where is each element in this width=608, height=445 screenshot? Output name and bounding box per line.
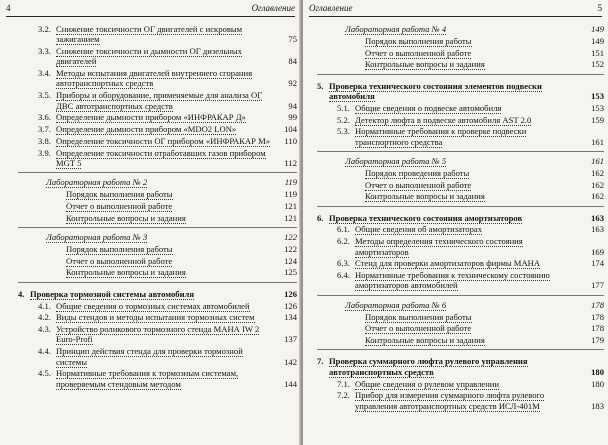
toc-entry-number: 4.3.	[38, 324, 51, 335]
toc-entry[interactable]	[38, 148, 301, 169]
toc-entry[interactable]	[66, 201, 301, 211]
toc-entry-page: 178	[591, 323, 604, 334]
toc-entry-page: 94	[288, 100, 297, 111]
toc-entry[interactable]	[38, 136, 301, 146]
toc-entry-number: 6.2.	[337, 236, 350, 247]
toc-entry-title: Прибор для измерения суммарного люфта рулевого управления автотранспортных средств ИСЛ-401М	[355, 390, 545, 411]
toc-entry-number: 4.4.	[38, 346, 51, 357]
toc-entry-title: Нормативные требования к тормозным системам, проверяемым стендовым методом	[56, 368, 239, 389]
toc-entry-page: 121	[284, 212, 297, 223]
toc-entry[interactable]	[337, 224, 608, 234]
toc-entry-page: 161	[591, 136, 604, 147]
toc-entry-title: Отчет о выполненной работе	[365, 179, 472, 190]
toc-entry[interactable]	[365, 191, 608, 201]
toc-entry-title: Устройство роликового тормозного стенда МАНА IW 2 Euro-Profi	[56, 324, 260, 345]
toc-separator	[317, 206, 604, 207]
toc-entry[interactable]	[365, 312, 608, 322]
toc-entry-page: 179	[591, 335, 604, 346]
toc-entry-title: Проверка технического состояния элементов подвески автомобиля	[329, 80, 542, 101]
toc-entry-number: 6.3.	[337, 258, 350, 269]
toc-separator	[18, 172, 297, 173]
toc-entry-title: Отчет о выполненной работе	[365, 47, 472, 58]
toc-entry-title: Контрольные вопросы и задания	[365, 191, 485, 202]
toc-entry[interactable]	[337, 258, 608, 268]
toc-entry-number: 4.	[18, 288, 25, 299]
toc-entry-page: 137	[284, 334, 297, 345]
toc-separator	[317, 349, 604, 350]
toc-entry[interactable]	[38, 324, 301, 345]
toc-entry-title: Отчет о выполненной работе	[66, 200, 173, 211]
toc-entry[interactable]	[66, 189, 301, 199]
toc-entry-page: 126	[284, 300, 297, 311]
toc-entry-number: 5.1.	[337, 102, 350, 113]
toc-entry-title: Общие сведения о подвеске автомобиля	[355, 102, 502, 113]
toc-entry-title: Общие сведения об амортизаторах	[355, 224, 483, 235]
toc-entry-page: 153	[591, 102, 604, 113]
toc-entry-title: Общие сведения о рулевом управлении	[355, 378, 499, 389]
toc-entry-title: Стенд для проверки амортизаторов фирмы МАНА	[355, 258, 541, 269]
toc-entry-page: 152	[591, 59, 604, 70]
toc-entry-page: 84	[288, 56, 297, 67]
toc-entry[interactable]	[337, 379, 608, 389]
toc-entry[interactable]	[337, 236, 608, 257]
toc-entry-title: Порядок выполнения работы	[66, 243, 173, 254]
left-page-number: 4	[6, 3, 11, 13]
toc-entry-page: 110	[284, 135, 297, 146]
toc-entry-title: Порядок выполнения работы	[365, 311, 472, 322]
toc-entry-title: Общие сведения о тормозных системах автомобилей	[56, 300, 250, 311]
toc-entry[interactable]	[38, 232, 301, 242]
toc-entry[interactable]	[337, 270, 608, 291]
toc-entry-page: 169	[591, 246, 604, 257]
toc-entry-page: 149	[591, 35, 604, 46]
toc-entry-page: 134	[284, 312, 297, 323]
toc-entry-title: Проверка суммарного люфта рулевого управления автотранспортных средств	[329, 356, 528, 377]
toc-entry-page: 75	[288, 34, 297, 45]
toc-entry-title: Виды стендов и методы испытания тормозных систем	[56, 312, 255, 323]
toc-entry-page: 119	[284, 177, 297, 188]
toc-entry-page: 125	[284, 267, 297, 278]
toc-entry-title: Лабораторная работа № 6	[345, 299, 447, 310]
toc-entry-title: Определение токсичности отработавших газов прибором MGT 5	[56, 147, 266, 169]
right-page-number: 5	[597, 3, 602, 13]
toc-entry-title: Контрольные вопросы и задания	[365, 59, 485, 70]
toc-entry-page: 177	[591, 280, 604, 291]
toc-entry[interactable]	[66, 244, 301, 254]
toc-entry-number: 6.1.	[337, 224, 350, 235]
toc-entry-page: 99	[288, 112, 297, 123]
toc-entry-number: 7.	[317, 356, 324, 367]
toc-entry[interactable]	[38, 112, 301, 122]
toc-entry-number: 3.2.	[38, 24, 51, 34]
toc-entry-page: 122	[284, 243, 297, 254]
toc-entry-number: 5.2.	[337, 114, 350, 125]
toc-entry-page: 174	[591, 258, 604, 269]
toc-entry-title: Проверка тормозной системы автомобиля	[30, 288, 194, 299]
toc-entry[interactable]	[317, 213, 608, 223]
toc-entry-number: 4.2.	[38, 312, 51, 323]
toc-entry[interactable]	[337, 300, 608, 310]
toc-entry-title: Лабораторная работа № 5	[345, 155, 447, 166]
toc-entry-page: 163	[591, 224, 604, 235]
toc-entry-title: Порядок выполнения работы	[66, 189, 173, 200]
left-page	[0, 0, 301, 445]
toc-entry-page: 153	[591, 90, 604, 101]
toc-entry[interactable]	[365, 36, 608, 46]
toc-entry[interactable]	[365, 168, 608, 178]
left-page-header	[6, 3, 295, 17]
toc-entry[interactable]	[38, 124, 301, 134]
toc-entry-number: 5.	[317, 80, 324, 91]
toc-entry-page: 163	[591, 212, 604, 223]
toc-entry[interactable]	[38, 312, 301, 322]
right-running-title: Оглавление	[309, 3, 353, 13]
toc-entry-page: 161	[591, 155, 604, 166]
toc-entry[interactable]	[38, 90, 301, 111]
toc-entry-page: 162	[591, 179, 604, 190]
toc-entry-title: Принцип действия стенда для проверки тормозной системы	[56, 346, 243, 367]
toc-entry-title: Снижение токсичности ОГ двигателей с искровым зажиганием	[56, 24, 243, 45]
toc-entry-page: 183	[591, 400, 604, 411]
toc-entry-number: 4.5.	[38, 368, 51, 379]
toc-entry-title: Определение дымности прибором «ИНФРАКАР Д»	[56, 112, 246, 123]
toc-entry-number: 5.3.	[337, 126, 350, 137]
toc-entry-page: 162	[591, 191, 604, 202]
toc-entry-number: 6.4.	[337, 270, 350, 281]
toc-entry[interactable]	[365, 323, 608, 333]
toc-entry-page: 149	[591, 24, 604, 34]
toc-entry-page: 142	[284, 356, 297, 367]
toc-entry[interactable]	[317, 356, 608, 377]
toc-entry[interactable]	[38, 24, 301, 45]
toc-entry[interactable]	[365, 180, 608, 190]
toc-entry[interactable]	[337, 115, 608, 125]
toc-entry-page: 121	[284, 200, 297, 211]
toc-entry-page: 162	[591, 167, 604, 178]
toc-entry-title: Определение токсичности ОГ прибором «ИНФРАКАР М»	[56, 135, 271, 146]
toc-entry-page: 119	[284, 189, 297, 200]
toc-entry[interactable]	[38, 177, 301, 187]
toc-entry-page: 104	[284, 124, 297, 135]
toc-entry[interactable]	[18, 289, 301, 299]
toc-entry-title: Проверка технического состояния амортизаторов	[329, 212, 523, 223]
toc-entry-title: Лабораторная работа № 4	[345, 24, 447, 34]
toc-entry[interactable]	[337, 156, 608, 166]
toc-entry[interactable]	[66, 256, 301, 266]
right-page	[303, 0, 608, 445]
right-page-header	[309, 3, 602, 17]
toc-entry[interactable]	[38, 346, 301, 367]
toc-entry-number: 3.5.	[38, 90, 51, 101]
toc-entry-number: 6.	[317, 212, 324, 223]
toc-entry-page: 144	[284, 378, 297, 389]
toc-entry[interactable]	[38, 301, 301, 311]
toc-entry-page: 180	[591, 366, 604, 377]
toc-entry-number: 3.4.	[38, 68, 51, 79]
left-toc	[0, 24, 301, 390]
toc-entry[interactable]	[365, 48, 608, 58]
toc-entry[interactable]	[337, 103, 608, 113]
toc-entry[interactable]	[66, 213, 301, 223]
toc-entry[interactable]	[38, 68, 301, 89]
toc-entry[interactable]	[365, 335, 608, 345]
toc-separator	[317, 151, 604, 152]
toc-entry[interactable]	[365, 59, 608, 69]
toc-entry-title: Лабораторная работа № 3	[46, 232, 148, 243]
toc-entry-title: Определение дымности прибором «MDO2 LON»	[56, 124, 237, 135]
toc-entry-number: 7.2.	[337, 390, 350, 401]
toc-entry-title: Порядок выполнения работы	[365, 35, 472, 46]
toc-entry-number: 3.3.	[38, 46, 51, 57]
toc-entry-page: 178	[591, 311, 604, 322]
toc-entry-title: Приборы и оборудование, применяемые для анализа ОГ ДВС автотранспортных средств	[56, 90, 263, 111]
toc-entry-title: Методы испытания двигателей внутреннего сгорания автотранспортных средств	[56, 68, 253, 89]
toc-entry-page: 92	[288, 78, 297, 89]
toc-separator	[317, 74, 604, 75]
right-toc	[303, 24, 608, 412]
toc-entry-title: Контрольные вопросы и задания	[365, 335, 485, 346]
toc-entry-number: 3.7.	[38, 124, 51, 135]
toc-entry-title: Лабораторная работа № 2	[46, 177, 148, 188]
toc-entry-page: 159	[591, 114, 604, 125]
toc-entry-title: Контрольные вопросы и задания	[66, 267, 186, 278]
toc-separator	[18, 282, 297, 283]
toc-entry-page: 180	[591, 378, 604, 389]
toc-entry-page: 126	[284, 288, 297, 299]
toc-entry-page: 151	[591, 47, 604, 58]
toc-entry-number: 7.1.	[337, 378, 350, 389]
toc-entry-number: 3.6.	[38, 112, 51, 123]
toc-entry[interactable]	[337, 126, 608, 147]
toc-entry-page: 112	[284, 158, 297, 169]
toc-entry-title: Порядок проведения работы	[365, 167, 470, 178]
toc-entry-page: 122	[284, 232, 297, 243]
toc-separator	[317, 295, 604, 296]
toc-entry-title: Нормативные требования к техническому состоянию амортизаторов автомобилей	[355, 270, 550, 291]
toc-entry[interactable]	[317, 81, 608, 102]
toc-entry-title: Контрольные вопросы и задания	[66, 212, 186, 223]
toc-entry[interactable]	[337, 390, 608, 411]
toc-entry-title: Детектор люфта в подвеске автомобиля AST 2.0	[355, 114, 532, 125]
toc-entry-title: Отчет о выполненной работе	[66, 255, 173, 266]
toc-entry[interactable]	[38, 368, 301, 389]
toc-entry-title: Методы определения технического состояния амортизаторов	[355, 236, 523, 257]
toc-entry-page: 124	[284, 255, 297, 266]
toc-entry-number: 3.8.	[38, 135, 51, 146]
left-running-title: Оглавление	[251, 3, 295, 13]
toc-entry-title: Нормативные требования к проверке подвески транспортного средства	[355, 126, 527, 147]
toc-entry-number: 3.9.	[38, 147, 51, 158]
toc-separator	[18, 227, 297, 228]
toc-entry[interactable]	[337, 24, 608, 34]
toc-entry-page: 178	[591, 299, 604, 310]
toc-entry[interactable]	[66, 267, 301, 277]
toc-entry-number: 4.1.	[38, 300, 51, 311]
toc-entry-title: Отчет о выполненной работе	[365, 323, 472, 334]
toc-entry-title: Снижение токсичности и дымности ОГ дизельных двигателей	[56, 46, 242, 67]
toc-entry[interactable]	[38, 46, 301, 67]
